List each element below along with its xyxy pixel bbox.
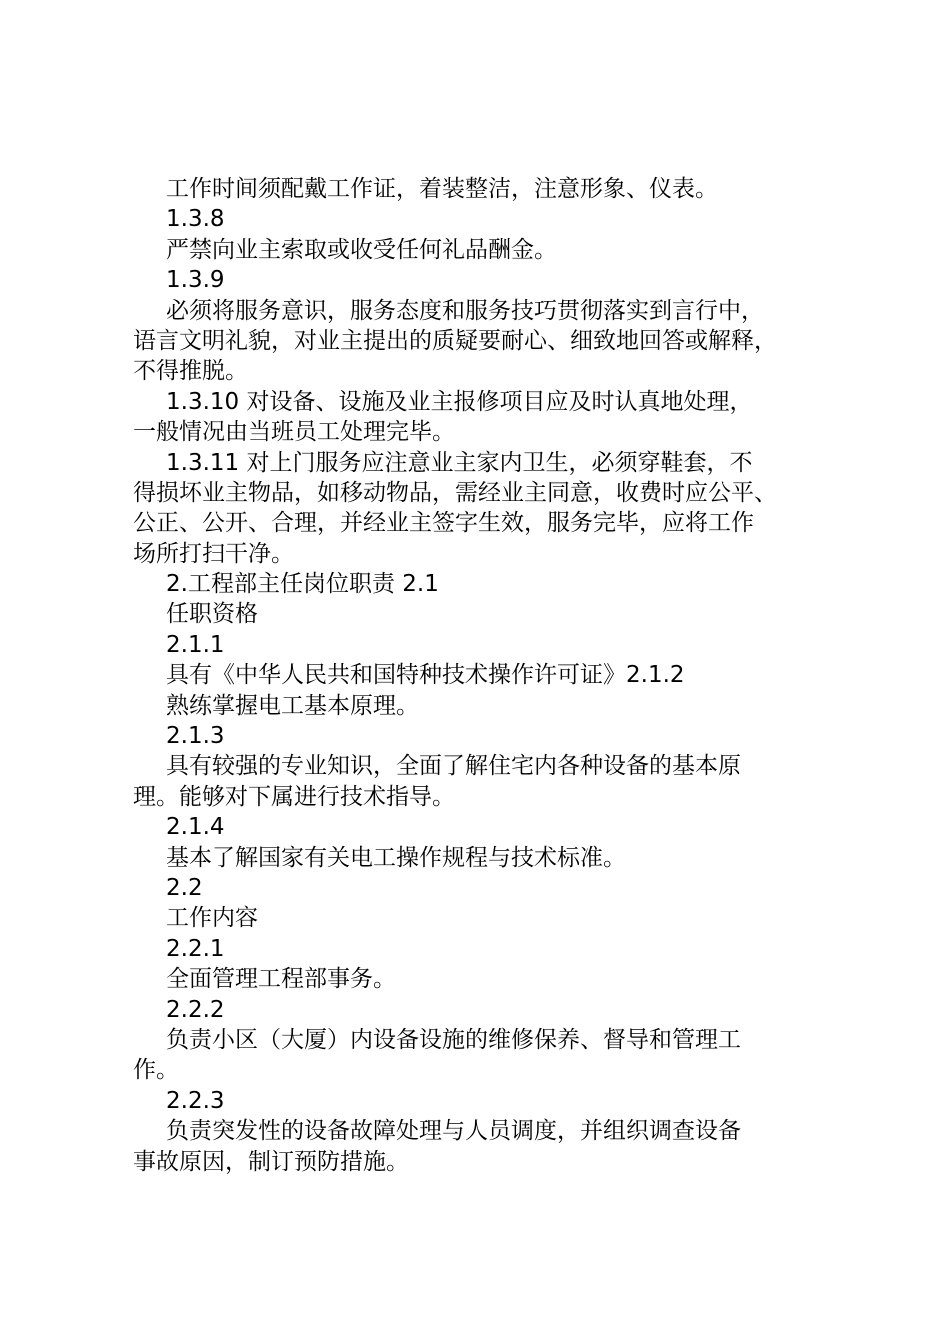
text-line: 2.1.4 (166, 814, 225, 841)
text-line: 得损坏业主物品，如移动物品，需经业主同意，收费时应公平、 (133, 479, 777, 506)
document-body (133, 174, 853, 1177)
text-line: 不得推脱。 (133, 358, 248, 385)
text-line: 任职资格 (166, 601, 258, 628)
text-line: 语言文明礼貌，对业主提出的质疑要耐心、细致地回答或解释， (133, 327, 777, 354)
text-line: 作。 (133, 1057, 179, 1084)
text-line: 具有《中华人民共和国特种技术操作许可证》2.1.2 (166, 662, 685, 689)
text-line: 2.2.1 (166, 935, 225, 962)
text-line: 2.工程部主任岗位职责 2.1 (166, 571, 439, 598)
text-line: 事故原因，制订预防措施。 (133, 1148, 409, 1175)
text-line: 严禁向业主索取或收受任何礼品酬金。 (166, 236, 557, 263)
text-line: 2.1.3 (166, 723, 225, 750)
text-line: 2.2 (166, 874, 203, 901)
text-line: 负责突发性的设备故障处理与人员调度，并组织调查设备 (166, 1118, 741, 1145)
text-line: 负责小区（大厦）内设备设施的维修保养、督导和管理工 (166, 1026, 741, 1053)
text-line: 具有较强的专业知识，全面了解住宅内各种设备的基本原 (166, 753, 741, 780)
text-line: 工作内容 (166, 905, 258, 932)
text-line: 一般情况由当班员工处理完毕。 (133, 419, 455, 446)
text-line: 公正、公开、合理，并经业主签字生效，服务完毕，应将工作 (133, 510, 754, 537)
text-line: 工作时间须配戴工作证，着装整洁，注意形象、仪表。 (166, 176, 718, 202)
text-line: 1.3.11 对上门服务应注意业主家内卫生，必须穿鞋套，不 (166, 449, 753, 476)
text-line: 2.2.2 (166, 996, 225, 1023)
text-line: 2.1.1 (166, 631, 225, 658)
text-line: 理。能够对下属进行技术指导。 (133, 783, 455, 810)
text-line: 1.3.10 对设备、设施及业主报修项目应及时认真地处理， (166, 388, 753, 415)
text-line: 2.2.3 (166, 1087, 225, 1114)
text-line: 全面管理工程部事务。 (166, 966, 396, 993)
text-line: 1.3.8 (166, 206, 225, 233)
text-line: 基本了解国家有关电工操作规程与技术标准。 (166, 844, 626, 871)
text-line: 必须将服务意识，服务态度和服务技巧贯彻落实到言行中， (166, 297, 764, 324)
text-line: 熟练掌握电工基本原理。 (166, 692, 419, 719)
text-line: 场所打扫干净。 (133, 540, 294, 567)
text-line: 1.3.9 (166, 267, 225, 294)
